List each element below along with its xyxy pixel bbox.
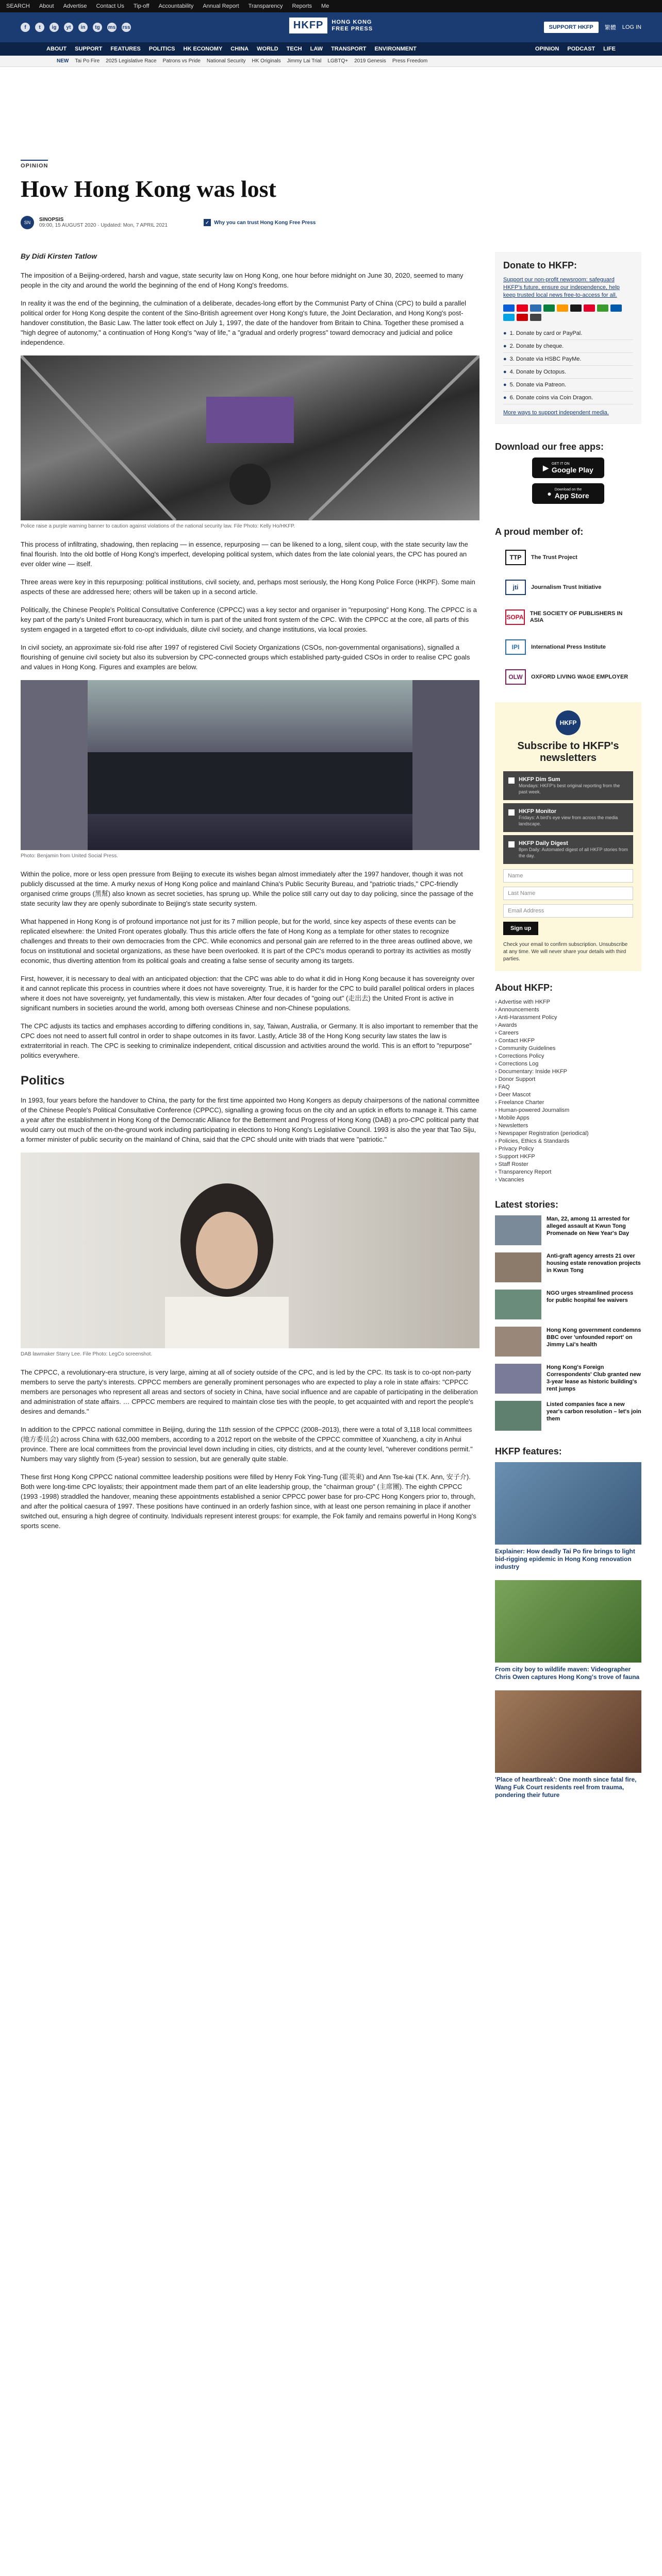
payment-card-icon — [517, 304, 528, 312]
apps-section — [495, 435, 641, 515]
newsletter-text — [519, 840, 628, 859]
about-link[interactable]: › Careers — [495, 1029, 641, 1037]
latest-story[interactable] — [495, 1215, 641, 1245]
feature-image — [495, 1462, 641, 1545]
about-link[interactable]: › Privacy Policy — [495, 1145, 641, 1153]
member-section — [495, 527, 641, 692]
story-title: Hong Kong government condemns BBC over 'unfounded report' on Jimmy Lai's health — [547, 1327, 641, 1348]
signup-button[interactable]: Sign up — [503, 922, 538, 935]
about-link[interactable]: › FAQ — [495, 1083, 641, 1091]
latest-section — [495, 1199, 641, 1431]
payment-card-icon — [543, 304, 555, 312]
about-link[interactable]: › Newsletters — [495, 1122, 641, 1130]
photo-illustration — [21, 680, 479, 850]
article-category[interactable]: OPINION — [21, 160, 48, 169]
latest-story[interactable] — [495, 1252, 641, 1282]
about-link[interactable]: › Documentary: Inside HKFP — [495, 1068, 641, 1076]
byline-meta — [39, 217, 168, 228]
trust-label: Why you can trust Hong Kong Free Press — [214, 219, 316, 226]
story-thumbnail — [495, 1401, 541, 1431]
payment-card-icon — [584, 304, 595, 312]
content-columns — [21, 252, 641, 1808]
donate-option-label: 3. Donate via HSBC PayMe. — [509, 356, 582, 362]
payment-card-icon — [517, 314, 528, 321]
nav-item[interactable]: FEATURES — [110, 46, 141, 52]
payment-card-icon — [503, 304, 515, 312]
payment-card-icon — [557, 304, 568, 312]
feature-title: Explainer: How deadly Tai Po fire brings to light bid-rigging epidemic in Hong Kong renovation industry — [495, 1548, 635, 1570]
paragraph: In 1993, four years before the handover to China, the party for the first time appointed two Hong Kongers as deputy chairpersons of the national committee of the Chinese People's Political Consultative Conference (CPPCC), signalling a growing focus on the city and an uptick in efforts to manage it. This came a year after the establishment in Hong Kong of the Democratic Alliance for the Betterment and Progress of Hong Kong (DAB) a pro-CPC political party that would carry out much of the on-the-ground work including participating in elections to Hong Kong's Legislative Council. 1993 is also the year that Tao Siju, a former minister of public security on the mainland of China, said that the CPC should unite with triads that were "patriotic." — [21, 1096, 479, 1143]
member-name: The Trust Project — [531, 554, 577, 561]
newsletter-option[interactable] — [503, 835, 633, 864]
newsletter-text — [519, 808, 628, 827]
paragraph: Politically, the Chinese People's Political Consultative Conference (CPPCC) was a key sector and organiser in "repurposing" Hong Kong. The CPPCC is a key part of the party's United Front bureaucracy, which in turn is part of the united front system of the CPC. With the CPPCC at the core, all parts of this system engaged in a targeted effort to co-opt individuals, dilute civil society, and change institutions, via local proxies. — [21, 606, 477, 633]
about-link[interactable]: › Transparency Report — [495, 1168, 641, 1176]
topbar-link[interactable]: Annual Report — [203, 3, 239, 9]
trending-tag[interactable]: Tai Po Fire — [75, 58, 100, 64]
member-mark: jti — [505, 580, 526, 595]
donate-text[interactable]: Support our non-profit newsroom: safeguard HKFP's future, ensure our independence, help keep trusted local news free-to-access for all. — [503, 277, 620, 298]
newsletter-name: HKFP Daily Digest — [519, 840, 568, 846]
donate-option-label: 5. Donate via Patreon. — [509, 382, 567, 388]
byline-date: 09:00, 15 AUGUST 2020 · Updated: Mon, 7 APRIL 2021 — [39, 223, 168, 228]
payment-card-icon — [530, 314, 541, 321]
nav-item[interactable]: LIFE — [603, 46, 616, 52]
member-logo[interactable] — [495, 572, 641, 602]
topbar-link[interactable]: Accountability — [158, 3, 194, 9]
story-title: Anti-graft agency arrests 21 over housing estate renovation projects in Kwun Tong — [547, 1253, 641, 1274]
paragraph: The CPPCC, a revolutionary-era structure, is very large, aiming at all of society outside of the CPC, and is led by the CPC. Its task is to co-opt non-party members to serve the party's interests. CPPCC members are generally prominent personages who are expected to play a role in state affairs: "CPPCC members are personages who represent all areas and sectors of society in China, have social influence and are capable of participating in the deliberation and administration of state affairs. … CPPCC members are required to maintain close ties with the people, to get acquainted with and report the people's desires and demands." — [21, 1368, 478, 1415]
trending-tag[interactable]: 2019 Genesis — [354, 58, 386, 64]
paragraph: This process of infiltrating, shadowing, then replacing — in essence, repurposing — can be likened to a long, silent coup, with the state security law the final flourish. Into the old bottle of Hong Kong's imperfect, developing political system, which dates from the late colonial years, the CPC has poured an ever older wine — itself. — [21, 540, 468, 568]
nav-item[interactable]: POLITICS — [148, 46, 175, 52]
last-name-field[interactable]: Last Name — [503, 887, 633, 900]
article-photo-police-banner — [21, 355, 479, 520]
yt-icon[interactable]: yt — [64, 23, 73, 32]
about-link[interactable]: › Donor Support — [495, 1076, 641, 1083]
support-button[interactable]: SUPPORT HKFP — [544, 22, 599, 33]
donate-option-label: 1. Donate by card or PayPal. — [509, 330, 583, 336]
photo-illustration — [21, 1153, 479, 1348]
trending-tag[interactable]: 2025 Legislative Race — [106, 58, 157, 64]
newsletter-logo: HKFP — [556, 710, 581, 735]
about-link[interactable]: › Anti-Harassment Policy — [495, 1014, 641, 1022]
about-link[interactable]: › Corrections Log — [495, 1060, 641, 1068]
payment-card-icon — [610, 304, 622, 312]
feature-image — [495, 1690, 641, 1773]
about-link[interactable]: › Corrections Policy — [495, 1053, 641, 1060]
nav-item[interactable]: HK ECONOMY — [183, 46, 223, 52]
tg-icon[interactable]: tg — [93, 23, 102, 32]
newsletter-desc: 8pm Daily: Automated digest of all HKFP stories from the day. — [519, 847, 628, 858]
newsletter-note: Check your email to confirm subscription. Unsubscribe at any time. We will never share your details with third parties. — [503, 942, 628, 962]
payment-card-icon — [530, 304, 541, 312]
payment-card-icon — [597, 304, 608, 312]
coin-icon: ● — [503, 356, 507, 362]
donate-option[interactable] — [503, 379, 633, 392]
main-nav — [0, 42, 662, 56]
features-list — [495, 1462, 641, 1799]
page-wrapper — [21, 67, 641, 1808]
member-logo[interactable] — [495, 662, 641, 692]
play-icon: ▶ — [543, 463, 549, 472]
story-title: NGO urges streamlined process for public hospital fee waivers — [547, 1290, 634, 1303]
topbar-link[interactable]: Contact Us — [96, 3, 124, 9]
donate-option-label: 4. Donate by Octopus. — [509, 369, 567, 375]
article-body — [21, 252, 479, 1808]
email-field[interactable]: Email Address — [503, 904, 633, 918]
app-store-badge[interactable] — [532, 483, 604, 504]
nav-item[interactable]: ABOUT — [46, 46, 67, 52]
topbar-link[interactable]: SEARCH — [6, 3, 30, 9]
topbar-link[interactable]: Advertise — [63, 3, 87, 9]
coin-icon: ● — [503, 369, 507, 375]
story-thumbnail — [495, 1364, 541, 1394]
language-toggle[interactable]: 繁體 — [604, 25, 616, 31]
login-link[interactable]: LOG IN — [622, 24, 641, 30]
f-icon[interactable]: f — [21, 23, 30, 32]
about-link[interactable]: › Awards — [495, 1022, 641, 1029]
about-title: About HKFP: — [495, 982, 553, 993]
byline — [21, 216, 641, 229]
donate-box — [495, 252, 641, 424]
logo-text — [332, 19, 373, 32]
about-link[interactable]: › Freelance Charter — [495, 1099, 641, 1107]
more-ways-link[interactable]: More ways to support independent media. — [503, 410, 609, 416]
purple-banner-shape — [206, 397, 294, 443]
social-icons — [21, 23, 131, 32]
photo-caption: Photo: Benjamin from United Social Press. — [21, 853, 118, 859]
about-link[interactable]: › Deer Mascot — [495, 1091, 641, 1099]
trending-tags — [0, 56, 662, 67]
newsletter-checkbox[interactable] — [508, 809, 515, 816]
donate-option-label: 6. Donate coins via Coin Dragon. — [509, 395, 593, 401]
nav-item[interactable]: WORLD — [257, 46, 278, 52]
member-title: A proud member of: — [495, 527, 584, 537]
newsletter-option[interactable] — [503, 803, 633, 832]
ig-icon[interactable]: ig — [49, 23, 59, 32]
donate-option[interactable] — [503, 340, 633, 353]
latest-list — [495, 1215, 641, 1431]
features-title: HKFP features: — [495, 1446, 562, 1456]
donate-title: Donate to HKFP: — [503, 260, 577, 270]
paragraph: These first Hong Kong CPPCC national committee leadership positions were filled by Henry Fok Ying-Tung (霍英東) and Ann Tse-kai (T.K. Ann, 安子介). Both were long-time CPC loyalists; their appointment made them part of an elite leadership group, the "chairman group" (主席團). The eighth CPPCC (1993 -1998) straddled the handover, meaning these appointments established a senior CPPCC power base for pro-CPC Hong Kongers prior to, through, and after the political caesura of 1997. These positions have continued in an orderly fashion since, with at least one person remaining in place if another switched out, ensuring a high degree of continuity. Individuals represent interest groups: for example, the Fok family and remains powerful in Hong Kong's sports scene. — [21, 1473, 476, 1530]
apple-icon: ● — [547, 489, 552, 498]
member-logo[interactable] — [495, 602, 641, 632]
photo-caption: Police raise a purple warning banner to caution against violations of the national security law. File Photo: Kelly Ho/HKFP. — [21, 523, 295, 529]
about-link[interactable]: › Policies, Ethics & Standards — [495, 1138, 641, 1145]
logo-line-2: FREE PRESS — [332, 25, 373, 32]
topbar-link[interactable]: Me — [321, 3, 329, 9]
about-link[interactable]: › Announcements — [495, 1006, 641, 1014]
about-link[interactable]: › Staff Roster — [495, 1161, 641, 1168]
masthead — [0, 12, 662, 42]
feature-story[interactable] — [495, 1580, 641, 1681]
photo-illustration — [21, 355, 479, 520]
member-mark: SOPA — [505, 609, 525, 625]
features-section — [495, 1446, 641, 1799]
feature-title: From city boy to wildlife maven: Videographer Chris Owen captures Hong Kong's trove of fauna — [495, 1666, 640, 1681]
donate-option[interactable] — [503, 353, 633, 366]
coin-icon: ● — [503, 330, 507, 336]
apps-title: Download our free apps: — [495, 442, 604, 452]
story-thumbnail — [495, 1327, 541, 1357]
donate-option[interactable] — [503, 392, 633, 404]
coin-icon: ● — [503, 395, 507, 401]
member-logo[interactable] — [495, 632, 641, 662]
appstore-small: Download on the — [554, 487, 582, 492]
paragraph: Within the police, more or less open pressure from Beijing to execute its wishes began almost immediately after the 1997 handover, though it was not publicly discussed at the time. A murky nexus of Hong Kong police and mainland China's Public Security Bureau, and "patriotic triads," CPC-friendly organised crime groups (黑幫) also known as secret societies, has sprung up. While the police still carry out day to day policing, since the passage of the state security law they are openly subordinate to Beijing's state security system. — [21, 870, 473, 907]
rss-icon[interactable]: rss — [122, 23, 131, 32]
article-author: By Didi Kirsten Tatlow — [21, 252, 97, 260]
newsletter-checkbox[interactable] — [508, 777, 515, 784]
name-field[interactable]: Name — [503, 869, 633, 883]
about-link[interactable]: › Support HKFP — [495, 1153, 641, 1161]
new-badge: NEW — [57, 58, 69, 64]
newsletter-option[interactable] — [503, 771, 633, 800]
latest-story[interactable] — [495, 1364, 641, 1394]
feature-title: 'Place of heartbreak': One month since fatal fire, Wang Fuk Court residents reel from trauma, pondering their future — [495, 1776, 637, 1799]
story-title: Man, 22, among 11 arrested for alleged assault at Kwun Tong Promenade on New Year's Day — [547, 1216, 630, 1236]
paragraph: Three areas were key in this repurposing: political institutions, civil society, and, perhaps most seriously, the Hong Kong Police Force (HKPF). Some main aspects of these are addressed here; others will be taken up in a second article. — [21, 578, 475, 596]
masthead-actions — [544, 22, 641, 33]
topbar-link[interactable]: Tip-off — [133, 3, 150, 9]
ms-icon[interactable]: ms — [107, 23, 117, 32]
section-heading: Politics — [21, 1074, 65, 1088]
article-title: How Hong Kong was lost — [21, 176, 276, 202]
nav-item[interactable]: CHINA — [230, 46, 249, 52]
about-link[interactable]: › Mobile Apps — [495, 1114, 641, 1122]
paragraph: First, however, it is necessary to deal with an anticipated objection: that the CPC was able to do what it did in Hong Kong because it has sovereignty over it and cannot replicate this process in countries where it does not have sovereignty. True, it is harder for the CPC to build parallel political orders in places where it does not have sovereignty, yet fundamentally, this view is mistaken. After four decades of "going out" (走出去) the United Front is active in significant numbers in societies around the world, among both overseas Chinese and non-Chinese populations. — [21, 975, 475, 1012]
donate-option[interactable] — [503, 327, 633, 340]
member-mark: OLW — [505, 669, 526, 685]
trending-tag[interactable]: Press Freedom — [392, 58, 428, 64]
coin-icon: ● — [503, 343, 507, 349]
story-title: Listed companies face a new year's carbon resolution – let's join them — [547, 1401, 641, 1422]
shield-icon: ✓ — [204, 219, 211, 226]
trending-tag[interactable]: HK Originals — [252, 58, 281, 64]
nav-item[interactable]: SUPPORT — [75, 46, 103, 52]
donate-options — [503, 327, 633, 404]
trending-tag[interactable]: National Security — [206, 58, 246, 64]
paragraph: In civil society, an approximate six-fold rise after 1997 of registered Civil Society Organizations (CSOs, non-governmental organisations), signalled a flourishing of genuine civil society but also its subversion by CPC-connected groups which established party-guided CSOs in order to realise CPC goals and values in Hong Kong. Figures and examples are below. — [21, 643, 470, 671]
about-link[interactable]: › Vacancies — [495, 1176, 641, 1184]
newsletter-name: HKFP Monitor — [519, 808, 557, 815]
story-title: Hong Kong's Foreign Correspondents' Club granted new 3-year lease as historic building's rent jumps — [547, 1364, 641, 1392]
photo-caption: DAB lawmaker Starry Lee. File Photo: LegCo screenshot. — [21, 1351, 153, 1357]
paragraph: The imposition of a Beijing-ordered, harsh and vague, state security law on Hong Kong, one hour before midnight on June 30, 2020, seemed to many people in the city and around the world the beginning of the end of Hong Kong's freedoms. — [21, 272, 464, 289]
author-avatar[interactable]: SN — [21, 216, 34, 229]
member-mark: IPI — [505, 639, 526, 655]
latest-story[interactable] — [495, 1327, 641, 1357]
google-play-badge[interactable] — [532, 457, 604, 478]
nav-item[interactable]: TECH — [286, 46, 302, 52]
in-icon[interactable]: in — [78, 23, 88, 32]
article-photo-starry-lee — [21, 1153, 479, 1348]
story-thumbnail — [495, 1290, 541, 1319]
story-thumbnail — [495, 1252, 541, 1282]
paragraph: What happened in Hong Kong is of profound importance not just for its 7 million people, but for the world, since key aspects of these events can be replicated elsewhere: the United Front operates globally. Thus this article offers the fate of Hong Kong as a template for other states to recognize challenges and threats to their own democracies from the CPC. While economics and personal gain are referred to in the three areas outlined above, we focus on institutional and societal organizations, as these have been overlooked. It is part of the CPC's modus operandi to portray its activities as mostly economic, thus diverting attention from its political goals and creating a false sense of security among its targets. — [21, 918, 473, 964]
payment-card-icon — [503, 314, 515, 321]
gplay-label: Google Play — [551, 465, 593, 474]
trending-tag[interactable]: LGBTQ+ — [327, 58, 349, 64]
sidebar — [495, 252, 641, 1808]
gplay-small: GET IT ON — [551, 462, 570, 466]
member-list — [495, 543, 641, 692]
about-link[interactable]: › Newspaper Registration (periodical) — [495, 1130, 641, 1138]
appstore-label: App Store — [554, 491, 589, 500]
logo-line-1: HONG KONG — [332, 19, 372, 25]
payment-card-icon — [570, 304, 582, 312]
trending-tag[interactable]: Jimmy Lai Trial — [287, 58, 322, 64]
about-link[interactable]: › Human-powered Journalism — [495, 1107, 641, 1114]
nav-item[interactable]: ENVIRONMENT — [374, 46, 417, 52]
nav-item[interactable]: LAW — [310, 46, 323, 52]
utility-bar — [0, 0, 662, 12]
newsletter-checkbox[interactable] — [508, 841, 515, 848]
payment-icons — [503, 304, 633, 321]
newsletter-name: HKFP Dim Sum — [519, 776, 560, 783]
about-link[interactable]: › Advertise with HKFP — [495, 998, 641, 1006]
member-name: OXFORD LIVING WAGE EMPLOYER — [531, 673, 628, 680]
latest-title: Latest stories: — [495, 1199, 559, 1210]
feature-story[interactable] — [495, 1690, 641, 1799]
donate-option-label: 2. Donate by cheque. — [509, 343, 564, 349]
member-mark: TTP — [505, 550, 526, 565]
t-icon[interactable]: t — [35, 23, 44, 32]
nav-item[interactable]: TRANSPORT — [331, 46, 367, 52]
topbar-link[interactable]: About — [39, 3, 54, 9]
topbar-link[interactable]: Transparency — [248, 3, 283, 9]
newsletter-desc: Fridays: A bird's eye view from across the media landscape. — [519, 815, 618, 826]
about-section — [495, 982, 641, 1184]
about-link[interactable]: › Community Guidelines — [495, 1045, 641, 1053]
site-logo[interactable] — [289, 18, 373, 33]
trending-tag[interactable]: Patrons vs Pride — [162, 58, 201, 64]
member-name: THE SOCIETY OF PUBLISHERS IN ASIA — [529, 611, 623, 623]
newsletter-text — [519, 776, 628, 795]
coin-icon: ● — [503, 382, 507, 388]
paragraph: The CPC adjusts its tactics and emphases according to differing conditions in, say, Taiwan, Australia, or Germany. It is also important to remember that the CPC does not need to assert full control in order to shape outcomes in its favor. Lastly, Article 38 of the Hong Kong security law states the law is extraterritorial in reach. The CPC is seeking to criminalize independent, critical discussion and activities around the world. This is an effort to "repurpose" politics everywhere. — [21, 1022, 478, 1059]
latest-story[interactable] — [495, 1401, 641, 1431]
story-thumbnail — [495, 1215, 541, 1245]
feature-image — [495, 1580, 641, 1663]
newsletter-desc: Mondays: HKFP's best original reporting from the past week. — [519, 783, 620, 794]
newsletter-form — [503, 869, 633, 963]
member-logo[interactable] — [495, 543, 641, 572]
logo-mark: HKFP — [289, 18, 327, 33]
byline-author[interactable]: SINOPSIS — [39, 217, 64, 223]
newsletter-title: Subscribe to HKFP's newsletters — [517, 740, 619, 764]
nav-item[interactable]: PODCAST — [567, 46, 595, 52]
topbar-link[interactable]: Reports — [292, 3, 312, 9]
trust-link[interactable] — [204, 219, 316, 226]
donate-option[interactable] — [503, 366, 633, 379]
paragraph: In addition to the CPPCC national committee in Beijing, during the 11th session of the CPPCC (2008–2013), there were a total of 3,118 local committees (地方委员会) across China with 632,000 members, according to a 2012 report on the website of the CPPCC committee of Xuancheng, a city in Anhui province. There are local committees from the provincial level down including in cities, city districts, and at the county level, "wherever conditions permit." Numbers may vary slightly from (5-year) session to session, but are generally quite stable. — [21, 1426, 473, 1463]
newsletter-options — [503, 771, 633, 864]
article-photo-riot-police — [21, 680, 479, 850]
nav-item[interactable]: OPINION — [535, 46, 559, 52]
newsletter-box — [495, 702, 641, 971]
paragraph: In reality it was the end of the beginning, the culmination of a deliberate, decades-long effort by the Communist Party of China (CPC) to build a parallel political order for Hong Kong despite the content of the Sino-British agreement over Hong Kong's future, the Joint Declaration, and Hong Kong's post-handover constitution, the Basic Law. The latter took effect on July 1, 1997, the date of the handover from Britain to China. Together these promised a "high degree of autonomy," a continuation of Hong Kong's "way of life," a "gradual and orderly progress" toward democracy and judicial and police independence. — [21, 299, 467, 346]
latest-story[interactable] — [495, 1290, 641, 1319]
feature-story[interactable] — [495, 1462, 641, 1571]
member-name: International Press Institute — [531, 643, 606, 650]
about-links — [495, 998, 641, 1184]
about-link[interactable]: › Contact HKFP — [495, 1037, 641, 1045]
member-name: Journalism Trust Initiative — [531, 584, 602, 590]
